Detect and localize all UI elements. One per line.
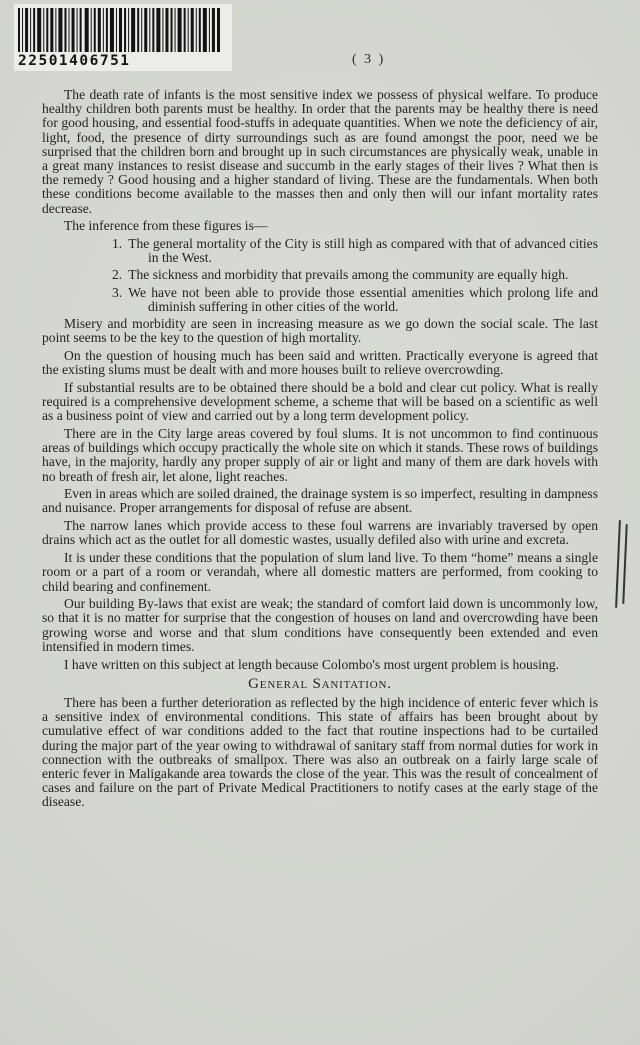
document-body (42, 88, 598, 813)
paragraph-drainage: Even in areas which are soiled drained, the drainage system is so imperfect, resulting in dampness and nuisance. Proper arrangements for disposal of refuse are absent. (42, 486, 598, 516)
barcode-bars-icon (18, 8, 220, 52)
paragraph-sanitation: There has been a further deterioration as reflected by the high incidence of enteric fever which is a sensitive index of environmental conditions. This state of affairs has been brought about by cumulative effect of war conditions added to the fact that routine inspections had to be curtailed during the major part of the year owing to withdrawal of sanitary staff from normal duties for work in connection with the outbreaks of smallpox. There was also an outbreak on a fairly large scale of enteric fever in Maligakande area towards the close of the year. This was the result of concealment of cases and failure on the part of Private Medical Practitioners to notify cases at the early stage of the disease. (42, 694, 598, 810)
paragraph-slum-areas: There are in the City large areas covered by foul slums. It is not uncommon to find continuous areas of buildings which occupy practically the whole site on which it stands. These rows of buildings have, in the majority, hardly any proper supply of air or light and many of them are dark hovels with no breath of fresh air, let alone, light reaches. (42, 425, 598, 484)
paragraph-housing-question: On the question of housing much has been said and written. Practically everyone is agreed that the existing slums must be dealt with and more houses built to relieve overcrowding. (42, 347, 598, 378)
inference-list (42, 237, 598, 314)
list-item (42, 286, 598, 314)
paragraph-home: It is under these conditions that the population of slum land live. To them “home” means a single room or a part of a room or verandah, where all domestic matters are performed, from cooking to child bearing and confinement. (42, 550, 598, 594)
paragraph-written: I have written on this subject at length because Colombo's most urgent problem is housing. (64, 656, 559, 672)
margin-mark-line (615, 520, 621, 608)
list-item-number: 1. (112, 236, 123, 252)
margin-annotation-marks (614, 520, 632, 616)
list-item (42, 237, 598, 265)
barcode-number: 22501406751 (18, 53, 131, 69)
paragraph-bylaws: Our building By-laws that exist are weak; the standard of comfort laid down is uncommonly low, so that it is no matter for surprise that the congestion of houses on land and overcrowding have been growing worse and worse and that slum conditions have consequently been extended and even intensified in modern times. (42, 596, 598, 654)
section-heading: General Sanitation. (248, 675, 392, 692)
paragraph-narrow-lanes: The narrow lanes which provide access to these foul warrens are invariably traversed by open drains which act as the outlet for all domestic wastes, usually defiled also with urine and excreta. (42, 518, 598, 548)
list-item (42, 268, 598, 282)
list-item-number: 2. (112, 267, 123, 283)
paragraph-misery: Misery and morbidity are seen in increasing measure as we go down the social scale. The last point seems to be the key to the question of high mortality. (42, 316, 598, 346)
page-number: ( 3 ) (352, 52, 386, 67)
list-item-text: The sickness and morbidity that prevails among the community are equally high. (128, 267, 569, 283)
list-item-text: The general mortality of the City is still high as compared with that of advanced cities in the West. (128, 236, 598, 266)
paragraph-infant-welfare: The death rate of infants is the most sensitive index we possess of physical welfare. To produce healthy children both parents must be healthy. In order that the parents may be healthy there is need for good housing, and essential food-stuffs in adequate quantities. When we note the deficiency of air, light, food, the presence of dirty surroundings such as are found amongst the poor, need we be surprised that the children born and brought up in such circumstances are physically weak, unable in a great many instances to resist disease and succumb in the early stages of their lives ? What then is the remedy ? Good housing and a higher standard of living. These are the fundamentals. When both these conditions become available to the masses then and only then will our infant mortality rates decrease. (42, 87, 598, 216)
barcode (14, 4, 232, 71)
margin-mark-line (622, 524, 627, 604)
paragraph-policy: If substantial results are to be obtained there should be a bold and clear cut policy. What is really required is a comprehensive development scheme, a scheme that will be based on a scientific as well as a business point of view and carried out by a long term development policy. (42, 379, 598, 424)
list-item-text: We have not been able to provide those essential amenities which prolong life and diminish suffering in other cities of the world. (128, 284, 598, 314)
paragraph-inference-intro: The inference from these figures is— (64, 218, 268, 234)
list-item-number: 3. (112, 284, 123, 300)
